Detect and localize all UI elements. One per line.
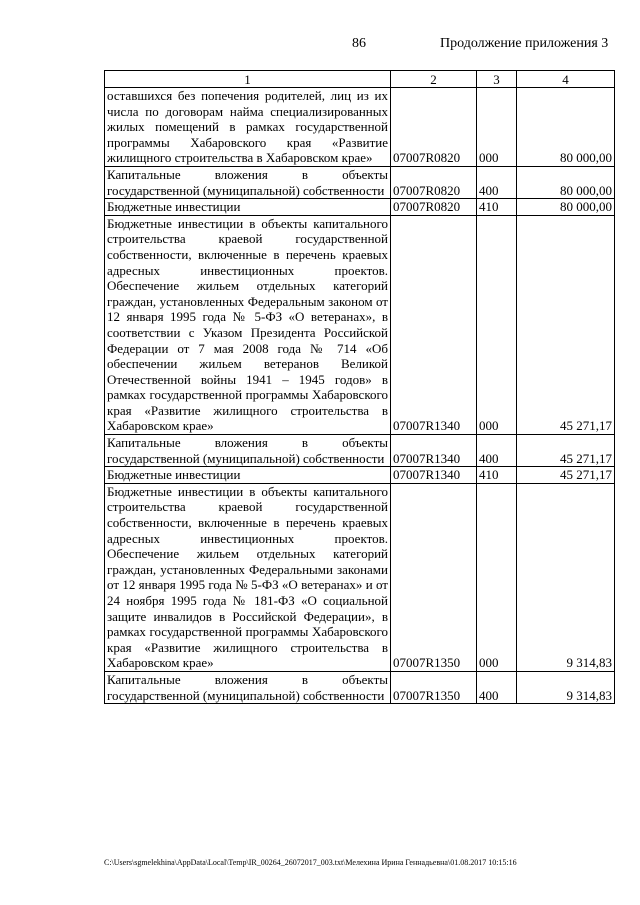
row-name: Бюджетные инвестиции [105,467,391,484]
row-amount: 45 271,17 [517,215,615,434]
row-target-code: 07007R0820 [391,88,477,167]
row-name: Капитальные вложения в объекты государственной (муниципальной) собственности [105,166,391,198]
row-target-code: 07007R1340 [391,435,477,467]
row-expense-type: 000 [477,483,517,671]
table-row [105,88,615,167]
row-expense-type: 410 [477,467,517,484]
row-amount: 80 000,00 [517,88,615,167]
page-number: 86 [352,36,366,51]
table-row [105,215,615,434]
row-target-code: 07007R1350 [391,671,477,703]
row-expense-type: 000 [477,215,517,434]
table-row [105,166,615,198]
row-name: Бюджетные инвестиции [105,199,391,216]
row-target-code: 07007R0820 [391,199,477,216]
row-name: Бюджетные инвестиции в объекты капитального строительства краевой государственной собственности, включенные в перечень краевых адресных инвестиционных проектов. Обеспечение жильем отдельных категорий граждан, установленных Федеральным законом от 12 января 1995 года № 5-ФЗ «О ветеранах», в соответствии с Указом Президента Российской Федерации от 7 мая 2008 года № 714 «Об обеспечении жильем ветеранов Великой Отечественной войны 1941 – 1945 годов» в рамках государственной программы Хабаровского края «Развитие жилищного строительства в Хабаровском крае» [105,215,391,434]
table-row [105,671,615,703]
file-path-footer: C:\Users\sgmelekhina\AppData\Local\Temp\IR_00264_26072017_003.txt\Мелехина Ирина Геннадьевна\01.08.2017 10:15:16 [104,858,517,867]
row-expense-type: 400 [477,671,517,703]
row-amount: 45 271,17 [517,467,615,484]
row-target-code: 07007R1350 [391,483,477,671]
column-header-2: 2 [391,71,477,88]
column-header-1: 1 [105,71,391,88]
row-name: оставшихся без попечения родителей, лиц из их числа по договорам найма специализированных жилых помещений в рамках государственной программы Хабаровского края «Развитие жилищного строительства в Хабаровском крае» [105,88,391,167]
row-name: Бюджетные инвестиции в объекты капитального строительства краевой государственной собственности, включенные в перечень краевых адресных инвестиционных проектов. Обеспечение жильем отдельных категорий граждан, установленных Федеральными законами от 12 января 1995 года № 5-ФЗ «О ветеранах» и от 24 ноября 1995 года № 181-ФЗ «О социальной защите инвалидов в Российской Федерации», в рамках государственной программы Хабаровского края «Развитие жилищного строительства в Хабаровском крае» [105,483,391,671]
table-row [105,199,615,216]
budget-table [104,70,615,704]
row-amount: 9 314,83 [517,483,615,671]
table-header-row [105,71,615,88]
row-amount: 45 271,17 [517,435,615,467]
row-expense-type: 400 [477,166,517,198]
row-amount: 80 000,00 [517,166,615,198]
row-expense-type: 410 [477,199,517,216]
row-target-code: 07007R1340 [391,467,477,484]
row-amount: 9 314,83 [517,671,615,703]
row-target-code: 07007R1340 [391,215,477,434]
row-expense-type: 400 [477,435,517,467]
table-row [105,483,615,671]
continuation-label: Продолжение приложения 3 [440,36,609,51]
row-name: Капитальные вложения в объекты государственной (муниципальной) собственности [105,671,391,703]
row-amount: 80 000,00 [517,199,615,216]
table-row [105,435,615,467]
row-target-code: 07007R0820 [391,166,477,198]
column-header-4: 4 [517,71,615,88]
table-row [105,467,615,484]
row-expense-type: 000 [477,88,517,167]
column-header-3: 3 [477,71,517,88]
row-name: Капитальные вложения в объекты государственной (муниципальной) собственности [105,435,391,467]
